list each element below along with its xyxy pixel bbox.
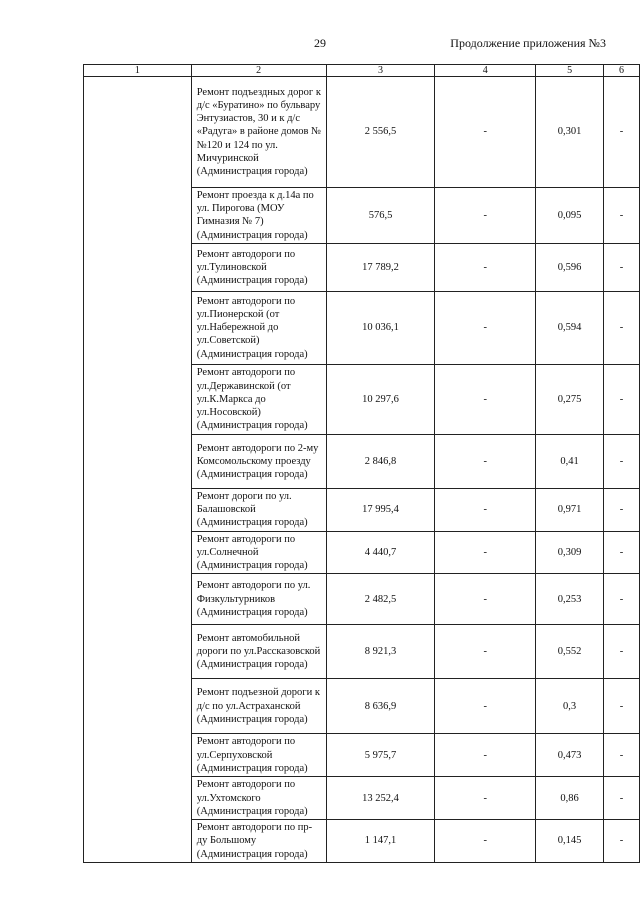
empty-cell <box>84 820 192 863</box>
amount-cell: 576,5 <box>326 188 435 244</box>
col4-cell: - <box>435 625 536 679</box>
table-row <box>84 531 640 574</box>
col6-cell: - <box>604 734 640 777</box>
col4-cell: - <box>435 574 536 625</box>
col4-cell: - <box>435 291 536 364</box>
amount-cell: 17 789,2 <box>326 243 435 291</box>
work-description: Ремонт проезда к д.14а по ул. Пирогова (МОУ Гимназия № 7) (Администрация города) <box>191 188 326 244</box>
col4-cell: - <box>435 364 536 434</box>
col6-cell: - <box>604 625 640 679</box>
work-description: Ремонт автодороги по ул.Ухтомского (Администрация города) <box>191 777 326 820</box>
col4-cell: - <box>435 734 536 777</box>
empty-cell <box>84 434 192 488</box>
col6-cell: - <box>604 679 640 734</box>
table-row <box>84 434 640 488</box>
amount-cell: 2 482,5 <box>326 574 435 625</box>
column-number: 2 <box>191 65 326 77</box>
amount-cell: 5 975,7 <box>326 734 435 777</box>
length-cell: 0,253 <box>536 574 604 625</box>
appendix-table <box>83 64 640 863</box>
length-cell: 0,309 <box>536 531 604 574</box>
table-row <box>84 734 640 777</box>
col6-cell: - <box>604 777 640 820</box>
empty-cell <box>84 77 192 188</box>
length-cell: 0,596 <box>536 243 604 291</box>
table-row <box>84 679 640 734</box>
table-row <box>84 777 640 820</box>
column-number: 6 <box>604 65 640 77</box>
col6-cell: - <box>604 820 640 863</box>
empty-cell <box>84 574 192 625</box>
work-description: Ремонт автодороги по ул.Солнечной (Администрация города) <box>191 531 326 574</box>
appendix-note: Продолжение приложения №3 <box>450 36 606 50</box>
column-number: 3 <box>326 65 435 77</box>
amount-cell: 1 147,1 <box>326 820 435 863</box>
length-cell: 0,473 <box>536 734 604 777</box>
col6-cell: - <box>604 488 640 531</box>
length-cell: 0,145 <box>536 820 604 863</box>
work-description: Ремонт автодороги по 2-му Комсомольскому проезду (Администрация города) <box>191 434 326 488</box>
col4-cell: - <box>435 77 536 188</box>
col4-cell: - <box>435 531 536 574</box>
length-cell: 0,41 <box>536 434 604 488</box>
table-row <box>84 364 640 434</box>
work-description: Ремонт дороги по ул. Балашовской (Администрация города) <box>191 488 326 531</box>
amount-cell: 13 252,4 <box>326 777 435 820</box>
col4-cell: - <box>435 777 536 820</box>
col6-cell: - <box>604 434 640 488</box>
length-cell: 0,971 <box>536 488 604 531</box>
empty-cell <box>84 679 192 734</box>
table-row <box>84 625 640 679</box>
empty-cell <box>84 777 192 820</box>
amount-cell: 10 297,6 <box>326 364 435 434</box>
length-cell: 0,301 <box>536 77 604 188</box>
column-number-row <box>84 65 640 77</box>
length-cell: 0,86 <box>536 777 604 820</box>
amount-cell: 17 995,4 <box>326 488 435 531</box>
length-cell: 0,095 <box>536 188 604 244</box>
empty-cell <box>84 734 192 777</box>
empty-cell <box>84 243 192 291</box>
empty-cell <box>84 625 192 679</box>
length-cell: 0,552 <box>536 625 604 679</box>
work-description: Ремонт подъезной дороги к д/с по ул.Астраханской (Администрация города) <box>191 679 326 734</box>
col4-cell: - <box>435 188 536 244</box>
amount-cell: 4 440,7 <box>326 531 435 574</box>
amount-cell: 2 556,5 <box>326 77 435 188</box>
work-description: Ремонт автодороги по пр-ду Большому (Администрация города) <box>191 820 326 863</box>
col6-cell: - <box>604 364 640 434</box>
column-number: 4 <box>435 65 536 77</box>
amount-cell: 8 636,9 <box>326 679 435 734</box>
col4-cell: - <box>435 679 536 734</box>
table-row <box>84 574 640 625</box>
empty-cell <box>84 291 192 364</box>
work-description: Ремонт автодороги по ул.Тулиновской (Администрация города) <box>191 243 326 291</box>
col4-cell: - <box>435 488 536 531</box>
table-row <box>84 188 640 244</box>
table-row <box>84 243 640 291</box>
work-description: Ремонт автомобильной дороги по ул.Рассказовской (Администрация города) <box>191 625 326 679</box>
length-cell: 0,3 <box>536 679 604 734</box>
column-number: 1 <box>84 65 192 77</box>
empty-cell <box>84 188 192 244</box>
amount-cell: 2 846,8 <box>326 434 435 488</box>
length-cell: 0,275 <box>536 364 604 434</box>
work-description: Ремонт автодороги по ул.Державинской (от ул.К.Маркса до ул.Носовской) (Администрация города) <box>191 364 326 434</box>
col6-cell: - <box>604 188 640 244</box>
col6-cell: - <box>604 243 640 291</box>
work-description: Ремонт автодороги по ул. Физкультурников (Администрация города) <box>191 574 326 625</box>
col6-cell: - <box>604 531 640 574</box>
amount-cell: 8 921,3 <box>326 625 435 679</box>
col4-cell: - <box>435 243 536 291</box>
col6-cell: - <box>604 77 640 188</box>
table-row <box>84 291 640 364</box>
empty-cell <box>84 531 192 574</box>
col6-cell: - <box>604 291 640 364</box>
col4-cell: - <box>435 820 536 863</box>
work-description: Ремонт автодороги по ул.Пионерской (от ул.Набережной до ул.Советской) (Администрация города) <box>191 291 326 364</box>
length-cell: 0,594 <box>536 291 604 364</box>
empty-cell <box>84 488 192 531</box>
empty-cell <box>84 364 192 434</box>
table-row <box>84 488 640 531</box>
column-number: 5 <box>536 65 604 77</box>
work-description: Ремонт подъездных дорог к д/с «Буратино» по бульвару Энтузиастов, 30 и к д/с «Радуга» в районе домов №№120 и 124 по ул. Мичуринской (Администрация города) <box>191 77 326 188</box>
col6-cell: - <box>604 574 640 625</box>
work-description: Ремонт автодороги по ул.Серпуховской (Администрация города) <box>191 734 326 777</box>
amount-cell: 10 036,1 <box>326 291 435 364</box>
table-row <box>84 820 640 863</box>
col4-cell: - <box>435 434 536 488</box>
table-row <box>84 77 640 188</box>
page-number: 29 <box>314 36 326 50</box>
